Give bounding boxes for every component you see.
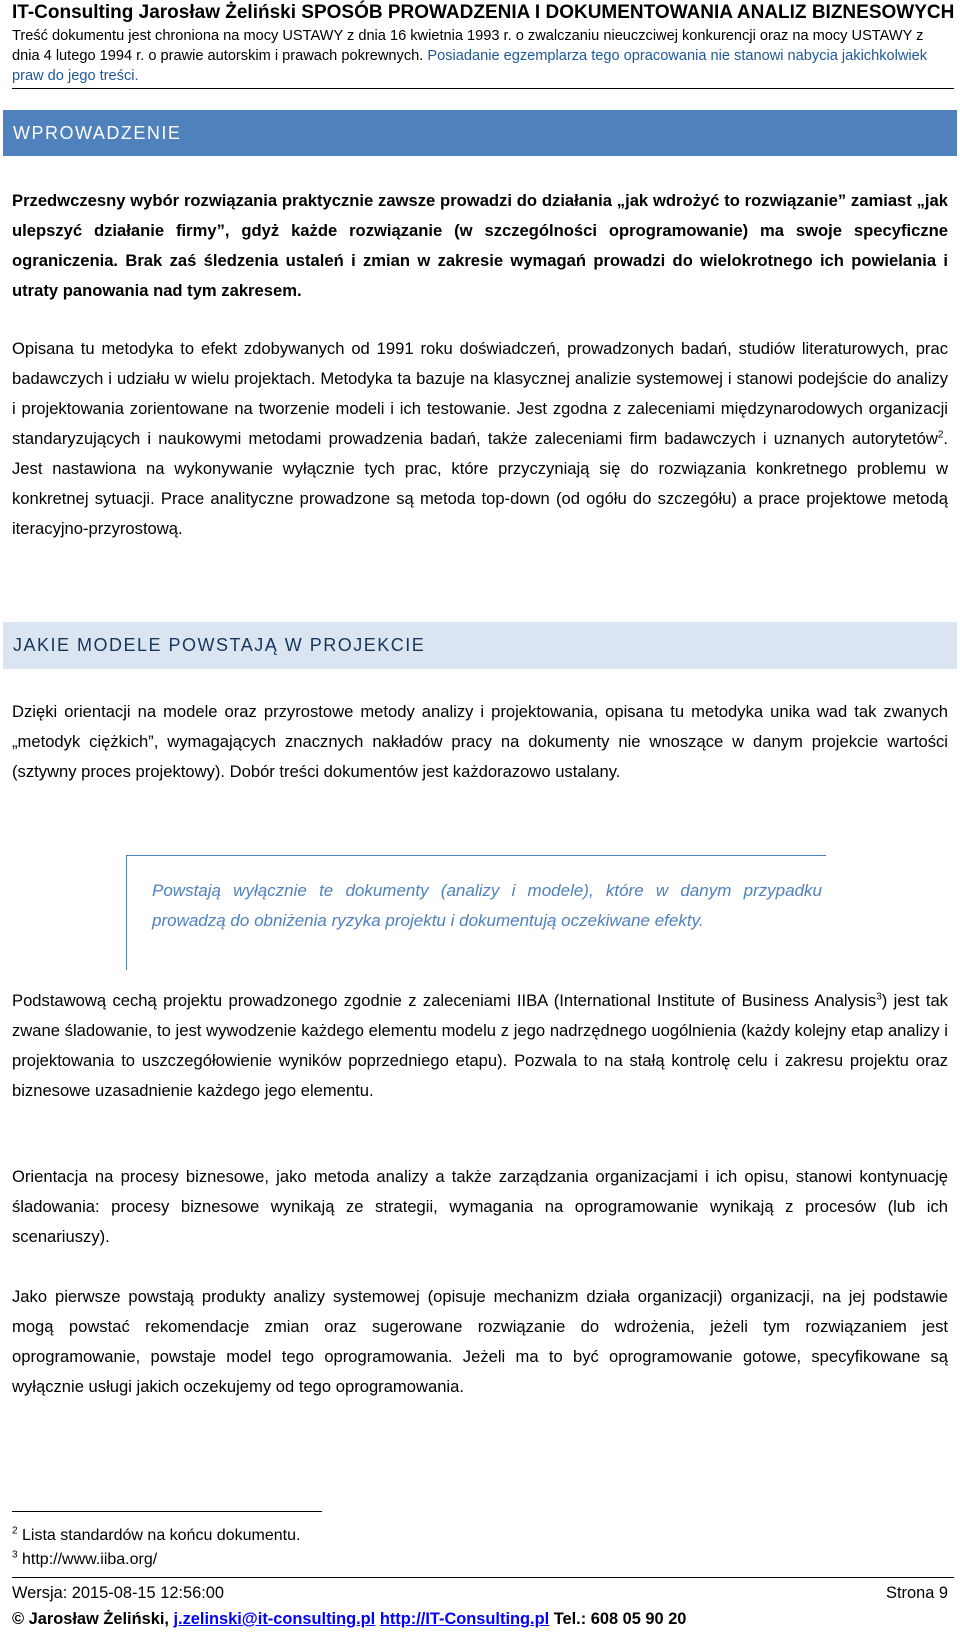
copyright-notice (12, 26, 952, 86)
phone-label: Tel.: 608 05 90 20 (549, 1610, 687, 1628)
section-heading-models (3, 622, 957, 669)
paragraph-systems-analysis: Jako pierwsze powstają produkty analizy systemowej (opisuje mechanizm działa organizacji) organizacji, na jej podstawie mogą powstać rekomendacje zmian oraz sugerowane rozwiązanie do wdrożenia, jeżeli tym rozwiązaniem jest oprogramowanie, powstaje model tego oprogramowania. Jeżeli ma to być oprogramowanie gotowe, specyfikowane są wyłącznie usługi jakich oczekujemy od tego oprogramowania. (12, 1287, 948, 1396)
version-label: Wersja: 2015-08-15 12:56:00 (12, 1584, 225, 1602)
quote-top-border (126, 855, 826, 856)
paragraph-methodology-part2: . Jest nastawiona na wykonywanie wyłącznie tych prac, które przyczyniają się do rozwiązania konkretnego problemu w konkretnej sytuacji. Prace analityczne prowadzone są metoda top-down (od ogółu do szczegółu) a prace projektowe metodą iteracyjno-przyrostową. (12, 429, 948, 538)
page-number: Strona 9 (886, 1584, 948, 1602)
footer-contact (12, 1608, 686, 1630)
website-link[interactable]: http://IT-Consulting.pl (379, 1610, 550, 1628)
section-heading-intro (3, 110, 957, 156)
quote-left-border (126, 855, 127, 970)
paragraph-methodology (12, 334, 948, 544)
section-title: WPROWADZENIE (13, 122, 182, 143)
paragraph-models: Dzięki orientacji na modele oraz przyrostowe metody analizy i projektowania, opisana tu metodyka unika wad tak zwanych „metodyk ciężkich”, wymagających znacznych nakładów pracy na dokumenty nie wnoszące w danym projekcie wartości (sztywny proces projektowy). Dobór treści dokumentów jest każdorazowo ustalany. (12, 702, 948, 781)
copyright-notice-part2: Posiadanie egzemplarza tego opracowania nie stanowi nabycia jakichkolwiek praw do jego treści. (12, 48, 928, 84)
email-link[interactable]: j.zelinski@it-consulting.pl (173, 1610, 376, 1628)
footnote-text: http://www.iiba.org/ (17, 1551, 158, 1568)
footnote-2 (12, 1526, 300, 1546)
page-header (12, 0, 955, 86)
footnote-ref-2[interactable]: 2 (937, 429, 944, 441)
pull-quote: Powstają wyłącznie te dokumenty (analizy i modele), które w danym przypadku prowadzą do obniżenia ryzyka projektu i dokumentują oczekiwane efekty. (152, 881, 822, 930)
paragraph-intro: Przedwczesny wybór rozwiązania praktycznie zawsze prowadzi do działania „jak wdrożyć to rozwiązanie” zamiast „jak ulepszyć działanie firmy”, gdyż każde rozwiązanie (w szczególności oprogramowanie) ma swoje specyficzne ograniczenia. Brak zaś śledzenia ustaleń i zmian w zakresie wymagań prowadzi do wielokrotnego ich powielania i utraty panowania nad tym zakresem. (12, 191, 948, 300)
footnote-number: 3 (12, 1549, 18, 1561)
footnote-ref-3[interactable]: 3 (876, 991, 882, 1003)
footnote-3 (12, 1550, 157, 1570)
footnote-divider (12, 1511, 322, 1512)
copyright-notice-part1: Treść dokumentu jest chroniona na mocy USTAWY z dnia 16 kwietnia 1993 r. o zwalczaniu nieuczciwej konkurencji oraz na mocy USTAWY z dnia 4 lutego 1994 r. o prawie autorskim i prawach pokrewnych. (12, 28, 924, 64)
paragraph-processes: Orientacja na procesy biznesowe, jako metoda analizy a także zarządzania organizacjami i ich opisu, stanowi kontynuację śladowania: procesy biznesowe wynikają ze strategii, wymagania na oprogramowanie wynikają z procesów (lub ich scenariuszy). (12, 1167, 948, 1246)
footnote-text: Lista standardów na końcu dokumentu. (17, 1527, 301, 1544)
paragraph-iiba-part2: ) jest tak zwane śladowanie, to jest wywodzenie każdego elementu modelu z jego nadrzędnego uogólnienia (każdy kolejny etap analizy i projektowania to uszczegółowienie wyników poprzedniego etapu). Pozwala to na stałą kontrolę celu i zakresu projektu oraz biznesowe uzasadnienie każdego jego elementu. (12, 991, 948, 1100)
paragraph-methodology-part1: Opisana tu metodyka to efekt zdobywanych od 1991 roku doświadczeń, prowadzonych badań, studiów literaturowych, prac badawczych i udziału w wielu projektach. Metodyka ta bazuje na klasycznej analizie systemowej i stanowi podejście do analizy i projektowania zorientowane na tworzenie modeli i ich testowanie. Jest zgodna z zaleceniami międzynarodowych organizacji standaryzujących i naukowymi metodami prowadzenia badań, także zaleceniami firm badawczych i uznanych autorytetów (12, 339, 948, 448)
header-divider (12, 88, 954, 89)
header-title: IT-Consulting Jarosław Żeliński SPOSÓB PROWADZENIA I DOKUMENTOWANIA ANALIZ BIZNESOWYCH (12, 2, 955, 23)
footer-meta (12, 1583, 948, 1603)
footnote-number: 2 (12, 1525, 18, 1537)
author-label: © Jarosław Żeliński, (12, 1610, 174, 1628)
footer-divider (12, 1577, 954, 1578)
paragraph-iiba-part1: Podstawową cechą projektu prowadzonego zgodnie z zaleceniami IIBA (International Institute of Business Analysis (12, 991, 877, 1010)
section-title: JAKIE MODELE POWSTAJĄ W PROJEKCIE (13, 635, 426, 655)
paragraph-iiba (12, 986, 948, 1106)
